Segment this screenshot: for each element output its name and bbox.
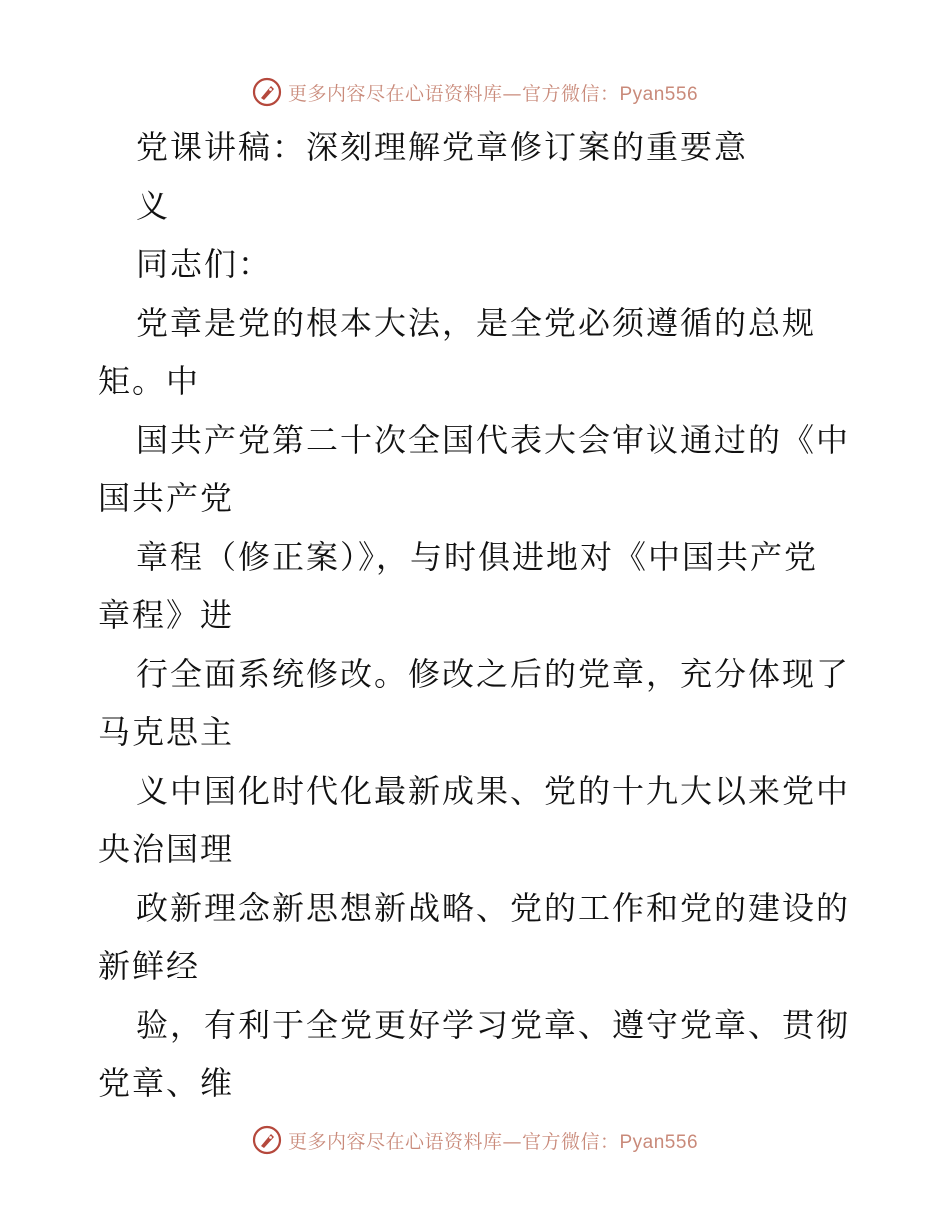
document-body <box>98 118 858 1113</box>
paragraph-line: 验，有利于全党更好学习党章、遵守党章、贯彻 <box>136 1005 851 1044</box>
paragraph-line: 国共产党第二十次全国代表大会审议通过的《中 <box>136 420 851 459</box>
paragraph-line: 义中国化时代化最新成果、党的十九大以来党中 <box>136 771 851 810</box>
watermark-handle: Pyan556 <box>619 83 699 105</box>
watermark-text: 更多内容尽在心语资料库—官方微信： <box>287 82 620 105</box>
paragraph-line: 章程（修正案）》，与时俱进地对《中国共产党 <box>136 537 819 576</box>
watermark-handle: Pyan556 <box>619 1131 699 1153</box>
paragraph-line: 央治国理 <box>98 830 235 868</box>
header-watermark <box>0 72 950 112</box>
document-title-continued: 义 <box>136 186 171 225</box>
paragraph-line: 矩。中 <box>98 362 201 400</box>
pen-nib-logo-icon <box>252 1125 282 1155</box>
footer-watermark <box>0 1120 950 1160</box>
paragraph-line: 党章是党的根本大法，是全党必须遵循的总规 <box>136 303 817 342</box>
watermark-text: 更多内容尽在心语资料库—官方微信： <box>287 1130 620 1153</box>
paragraph-line: 新鲜经 <box>98 947 201 985</box>
salutation: 同志们： <box>136 245 273 283</box>
paragraph-line: 章程》进 <box>98 596 235 634</box>
pen-nib-logo-icon <box>252 77 282 107</box>
paragraph-line: 行全面系统修改。修改之后的党章，充分体现了 <box>136 654 851 693</box>
document-title: 党课讲稿：深刻理解党章修订案的重要意 <box>136 128 749 166</box>
paragraph-line: 国共产党 <box>98 479 235 517</box>
paragraph-line: 党章、维 <box>98 1064 235 1102</box>
paragraph-line: 政新理念新思想新战略、党的工作和党的建设的 <box>136 888 851 927</box>
paragraph-line: 马克思主 <box>98 713 235 751</box>
